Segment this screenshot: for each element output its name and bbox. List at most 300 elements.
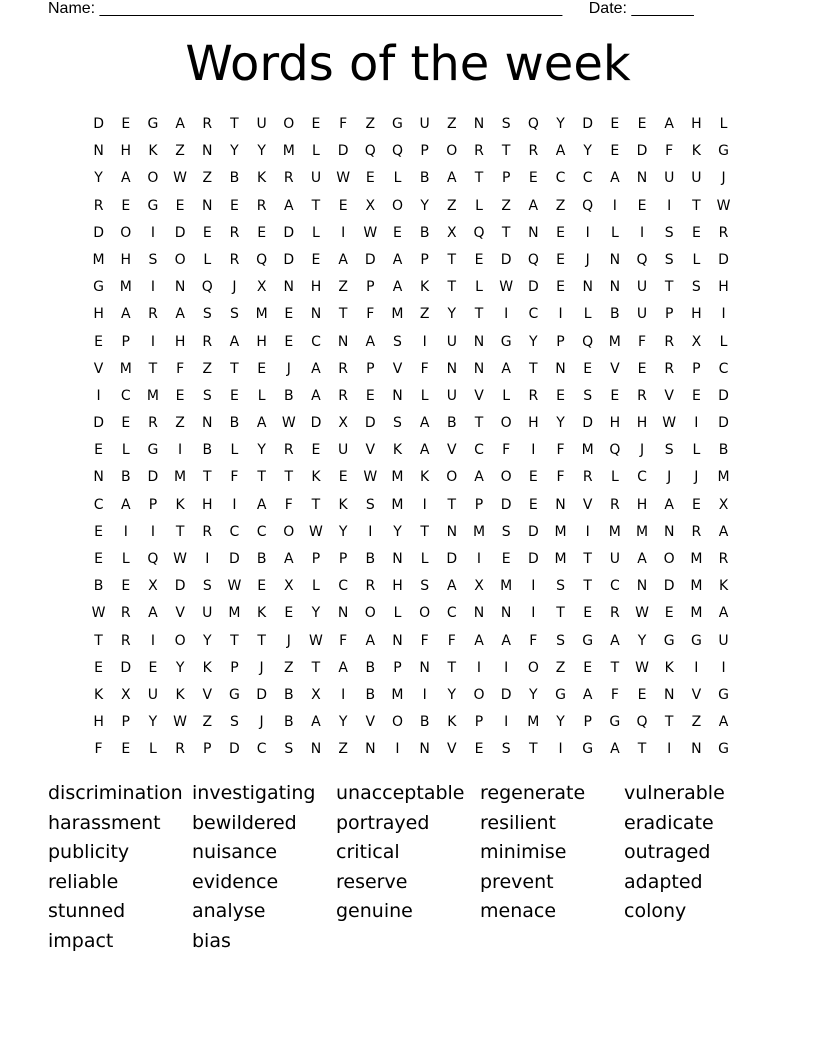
grid-letter: R [120, 632, 131, 649]
grid-letter: I [341, 686, 346, 703]
grid-letter: X [148, 578, 158, 595]
grid-letter: L [502, 387, 511, 404]
grid-letter: A [256, 415, 267, 432]
grid-letter: E [691, 496, 701, 513]
grid-letter: T [474, 306, 484, 323]
grid-letter: N [555, 496, 566, 513]
grid-letter: A [311, 360, 321, 377]
grid-letter: K [257, 170, 267, 187]
grid-letter: J [585, 251, 590, 268]
grid-letter: Q [201, 279, 213, 296]
grid-letter: L [719, 116, 728, 132]
grid-letter: H [609, 415, 621, 432]
page-title: Words of the week [185, 36, 631, 92]
grid-letter: Z [555, 197, 566, 214]
grid-letter: P [148, 496, 158, 513]
grid-letter: D [229, 551, 240, 567]
grid-letter: X [691, 333, 702, 350]
grid-row [85, 685, 737, 712]
grid-letter: I [504, 306, 509, 323]
grid-letter: I [721, 306, 726, 323]
grid-letter: E [121, 116, 131, 132]
grid-letter: B [283, 387, 294, 404]
grid-letter: K [311, 469, 321, 486]
grid-letter: I [612, 197, 617, 214]
grid-letter: Z [202, 170, 213, 187]
grid-letter: V [202, 686, 213, 703]
grid-letter: E [556, 224, 565, 241]
grid-letter: Q [527, 116, 539, 132]
grid-row [85, 413, 737, 440]
grid-letter: S [501, 741, 511, 758]
grid-letter: A [610, 632, 620, 649]
grid-letter: I [178, 442, 183, 459]
grid-letter: O [446, 469, 458, 486]
grid-letter: N [337, 605, 349, 622]
grid-letter: O [391, 714, 403, 731]
grid-letter: I [531, 605, 536, 622]
grid-letter: E [121, 741, 131, 758]
grid-letter: M [635, 523, 649, 540]
grid-letter: D [582, 415, 594, 432]
grid-letter: E [637, 686, 647, 703]
grid-letter: B [447, 415, 457, 432]
grid-letter: F [556, 469, 565, 486]
grid-letter: U [691, 170, 702, 187]
grid-letter: E [284, 605, 294, 622]
grid-letter: R [637, 387, 647, 404]
grid-letter: X [120, 686, 131, 703]
grid-letter: I [694, 415, 699, 432]
grid-letter: U [310, 170, 322, 187]
grid-letter: U [664, 170, 675, 187]
grid-letter: R [338, 360, 348, 377]
grid-letter: E [148, 659, 158, 676]
grid-letter: A [528, 197, 539, 214]
grid-letter: O [120, 224, 132, 241]
grid-letter: T [447, 279, 457, 296]
grid-letter: S [230, 714, 239, 731]
grid-letter: L [583, 306, 592, 323]
grid-letter: F [665, 143, 674, 160]
grid-letter: Y [529, 333, 538, 350]
grid-letter: D [527, 551, 539, 567]
grid-letter: V [691, 686, 702, 703]
grid-letter: S [691, 279, 701, 296]
grid-letter: A [284, 197, 294, 214]
grid-letter: B [283, 714, 294, 731]
grid-letter: B [256, 551, 267, 567]
grid-letter: M [255, 306, 268, 323]
grid-letter: C [120, 387, 131, 404]
grid-letter: O [500, 415, 512, 432]
grid-letter: N [310, 741, 322, 758]
grid-letter: H [691, 116, 702, 132]
grid-letter: W [716, 197, 731, 214]
grid-letter: D [500, 496, 512, 513]
grid-letter: M [690, 605, 703, 622]
grid-letter: N [202, 197, 213, 214]
grid-letter: F [502, 442, 511, 459]
grid-row [85, 467, 737, 494]
grid-letter: H [718, 279, 729, 296]
grid-letter: H [528, 415, 539, 432]
grid-letter: N [473, 605, 485, 622]
grid-letter: I [639, 224, 645, 241]
grid-letter: I [531, 578, 536, 595]
grid-letter: M [608, 523, 621, 540]
grid-letter: K [664, 659, 674, 676]
grid-letter: I [721, 659, 726, 676]
grid-letter: R [175, 741, 185, 758]
grid-letter: T [447, 251, 457, 268]
grid-letter: Y [311, 605, 321, 622]
word-bank-item: evidence [192, 870, 279, 893]
grid-letter: E [637, 197, 647, 214]
grid-letter: A [419, 442, 430, 459]
grid-row [85, 549, 737, 576]
grid-letter: I [150, 333, 155, 350]
grid-letter: A [637, 551, 647, 567]
grid-letter: N [337, 333, 349, 350]
grid-row [85, 440, 737, 467]
word-bank-item: critical [336, 841, 400, 864]
grid-letter: L [121, 551, 130, 567]
grid-letter: P [474, 714, 484, 731]
grid-letter: C [311, 333, 321, 350]
grid-letter: Z [338, 741, 348, 758]
grid-letter: R [365, 578, 376, 595]
grid-letter: Z [202, 714, 213, 731]
grid-letter: V [365, 714, 376, 731]
grid-letter: R [229, 251, 240, 268]
grid-letter: Y [556, 415, 565, 432]
word-bank-item: portrayed [336, 811, 430, 834]
grid-letter: E [202, 224, 212, 241]
grid-letter: I [531, 442, 536, 459]
grid-letter: G [690, 632, 702, 649]
grid-letter: G [582, 741, 594, 758]
grid-letter: R [664, 360, 675, 377]
grid-letter: H [120, 251, 132, 268]
grid-letter: H [256, 333, 267, 350]
grid-letter: N [636, 578, 648, 595]
grid-letter: C [338, 578, 349, 595]
grid-letter: I [232, 496, 237, 513]
grid-letter: A [338, 659, 348, 676]
grid-letter: I [422, 333, 427, 350]
grid-letter: G [582, 632, 594, 649]
grid-letter: T [447, 659, 457, 676]
grid-row [85, 277, 737, 304]
grid-letter: O [147, 170, 159, 187]
grid-letter: L [610, 469, 619, 486]
grid-letter: T [230, 360, 239, 377]
grid-letter: A [474, 469, 484, 486]
grid-letter: M [608, 333, 621, 350]
header [48, 0, 748, 20]
grid-letter: E [691, 224, 701, 241]
grid-letter: I [558, 306, 563, 323]
grid-letter: X [338, 415, 348, 432]
grid-letter: J [667, 469, 672, 486]
grid-letter: Y [447, 686, 457, 703]
grid-letter: F [339, 632, 348, 649]
grid-letter: E [311, 442, 321, 459]
grid-letter: R [609, 605, 620, 622]
grid-letter: V [93, 360, 104, 377]
grid-letter: K [718, 578, 729, 595]
grid-letter: W [309, 632, 323, 649]
grid-letter: W [363, 469, 378, 486]
grid-letter: E [556, 279, 565, 296]
grid-letter: M [174, 469, 187, 486]
grid-letter: S [365, 496, 375, 513]
grid-letter: Y [556, 714, 565, 731]
grid-letter: N [609, 279, 621, 296]
grid-letter: H [310, 279, 322, 296]
grid-letter: T [338, 306, 348, 323]
grid-letter: Y [583, 143, 592, 160]
grid-letter: A [582, 686, 593, 703]
grid-letter: I [558, 741, 563, 758]
grid-letter: G [718, 741, 729, 758]
grid-letter: A [256, 496, 267, 513]
grid-letter: E [94, 551, 104, 567]
grid-letter: E [610, 143, 620, 160]
grid-letter: E [528, 496, 538, 513]
grid-letter: R [256, 197, 267, 214]
grid-letter: N [446, 360, 458, 377]
grid-letter: E [230, 387, 239, 404]
grid-letter: F [284, 496, 293, 513]
grid-letter: K [691, 143, 701, 160]
grid-letter: E [175, 197, 185, 214]
grid-letter: L [312, 578, 320, 595]
grid-letter: D [527, 523, 539, 540]
grid-letter: U [446, 387, 457, 404]
grid-letter: M [717, 469, 730, 486]
word-bank-item: stunned [48, 900, 126, 923]
grid-letter: L [149, 741, 157, 758]
grid-letter: A [365, 632, 376, 649]
grid-letter: D [283, 224, 295, 241]
grid-letter: S [664, 442, 674, 459]
grid-row [85, 631, 737, 658]
grid-letter: R [229, 224, 240, 241]
grid-letter: Q [147, 551, 159, 567]
grid-letter: W [336, 170, 351, 187]
grid-letter: S [664, 251, 674, 268]
grid-letter: I [504, 659, 509, 676]
grid-letter: A [447, 578, 457, 595]
grid-letter: G [147, 442, 159, 459]
grid-letter: S [202, 578, 212, 595]
grid-letter: T [202, 469, 212, 486]
grid-letter: W [91, 605, 106, 622]
grid-letter: C [582, 170, 593, 187]
grid-letter: E [338, 197, 348, 214]
grid-letter: Z [691, 714, 702, 731]
grid-letter: T [311, 496, 321, 513]
grid-letter: N [365, 741, 376, 758]
grid-letter: T [257, 632, 266, 649]
grid-letter: E [474, 741, 484, 758]
grid-row [85, 141, 737, 168]
grid-letter: N [691, 741, 702, 758]
grid-letter: Y [94, 170, 103, 187]
grid-letter: V [365, 442, 376, 459]
grid-letter: D [283, 251, 295, 268]
grid-letter: C [555, 170, 566, 187]
grid-letter: E [474, 251, 484, 268]
grid-letter: E [94, 333, 104, 350]
grid-letter: E [284, 306, 294, 323]
grid-letter: X [283, 578, 294, 595]
grid-letter: I [667, 197, 672, 214]
grid-letter: N [419, 659, 430, 676]
grid-letter: Z [419, 306, 430, 323]
grid-letter: L [420, 387, 429, 404]
grid-letter: L [257, 387, 266, 404]
grid-letter: C [718, 360, 729, 377]
grid-letter: B [365, 659, 376, 676]
grid-row [85, 332, 737, 359]
grid-letter: X [365, 197, 376, 214]
grid-letter: O [527, 659, 539, 676]
grid-letter: V [610, 360, 620, 377]
grid-letter: P [366, 279, 375, 296]
grid-letter: N [473, 333, 485, 350]
word-bank-item: menace [480, 900, 557, 923]
grid-row [85, 386, 737, 413]
grid-letter: D [718, 387, 729, 404]
grid-row [85, 576, 737, 603]
grid-letter: B [419, 170, 430, 187]
grid-letter: W [499, 279, 514, 296]
grid-letter: E [556, 387, 565, 404]
grid-letter: A [610, 741, 620, 758]
grid-letter: W [227, 578, 242, 595]
grid-letter: J [694, 469, 699, 486]
grid-letter: L [420, 551, 429, 567]
grid-letter: D [147, 469, 159, 486]
grid-letter: A [664, 116, 674, 132]
grid-letter: N [202, 415, 213, 432]
grid-letter: T [501, 224, 511, 241]
grid-letter: V [474, 387, 484, 404]
word-bank-item: impact [48, 929, 114, 952]
grid-row [85, 603, 737, 630]
grid-letter: O [500, 469, 512, 486]
grid-letter: Y [338, 523, 348, 540]
grid-letter: D [500, 251, 512, 268]
grid-letter: E [583, 659, 593, 676]
grid-letter: E [583, 605, 593, 622]
grid-letter: B [419, 224, 430, 241]
grid-letter: K [93, 686, 104, 703]
grid-letter: X [474, 578, 484, 595]
grid-letter: D [364, 251, 376, 268]
grid-letter: P [393, 659, 402, 676]
grid-row [85, 304, 737, 331]
grid-letter: M [146, 387, 159, 404]
grid-letter: A [175, 306, 185, 323]
grid-letter: E [121, 197, 131, 214]
grid-letter: V [392, 360, 403, 377]
grid-letter: E [610, 116, 620, 132]
grid-letter: H [93, 306, 104, 323]
grid-letter: U [636, 279, 648, 296]
grid-letter: D [636, 143, 648, 160]
grid-letter: F [529, 632, 538, 649]
grid-letter: M [472, 523, 486, 540]
grid-letter: U [202, 605, 213, 622]
word-bank-item: analyse [192, 900, 266, 923]
grid-letter: T [637, 741, 647, 758]
grid-letter: E [311, 116, 321, 132]
grid-letter: C [637, 469, 647, 486]
grid-letter: R [283, 442, 294, 459]
grid-letter: M [119, 279, 132, 296]
grid-letter: R [528, 387, 539, 404]
grid-letter: Z [175, 143, 185, 160]
grid-letter: G [555, 686, 566, 703]
grid-letter: S [202, 306, 212, 323]
grid-letter: S [393, 333, 402, 350]
word-bank-item: eradicate [624, 811, 714, 834]
grid-letter: W [309, 523, 323, 540]
grid-letter: G [229, 686, 240, 703]
grid-letter: V [664, 387, 674, 404]
grid-letter: R [609, 496, 620, 513]
grid-letter: Q [391, 143, 403, 160]
grid-letter: F [610, 686, 619, 703]
grid-letter: H [691, 306, 702, 323]
grid-letter: E [94, 659, 104, 676]
grid-letter: G [147, 197, 159, 214]
grid-letter: Q [609, 442, 621, 459]
grid-letter: P [556, 333, 565, 350]
grid-letter: K [257, 605, 267, 622]
grid-letter: T [311, 197, 321, 214]
grid-letter: A [284, 551, 294, 567]
grid-letter: M [500, 578, 513, 595]
grid-letter: N [283, 279, 295, 296]
grid-letter: Y [393, 523, 402, 540]
grid-letter: M [119, 360, 132, 377]
grid-letter: Q [582, 197, 594, 214]
grid-letter: I [694, 659, 699, 676]
grid-letter: R [691, 523, 702, 540]
grid-letter: P [474, 496, 484, 513]
grid-letter: T [583, 578, 592, 595]
grid-letter: E [528, 469, 538, 486]
grid-letter: L [203, 251, 212, 268]
grid-letter: F [420, 360, 429, 377]
word-bank-item: bias [192, 929, 231, 952]
grid-letter: D [93, 415, 104, 432]
grid-letter: G [93, 279, 105, 296]
grid-letter: Z [501, 197, 511, 214]
word-bank-item: prevent [480, 870, 554, 893]
grid-letter: O [391, 197, 403, 214]
grid-letter: Z [447, 116, 457, 132]
grid-letter: U [419, 116, 430, 132]
grid-letter: A [718, 605, 729, 622]
grid-letter: K [175, 686, 185, 703]
grid-letter: N [174, 279, 186, 296]
